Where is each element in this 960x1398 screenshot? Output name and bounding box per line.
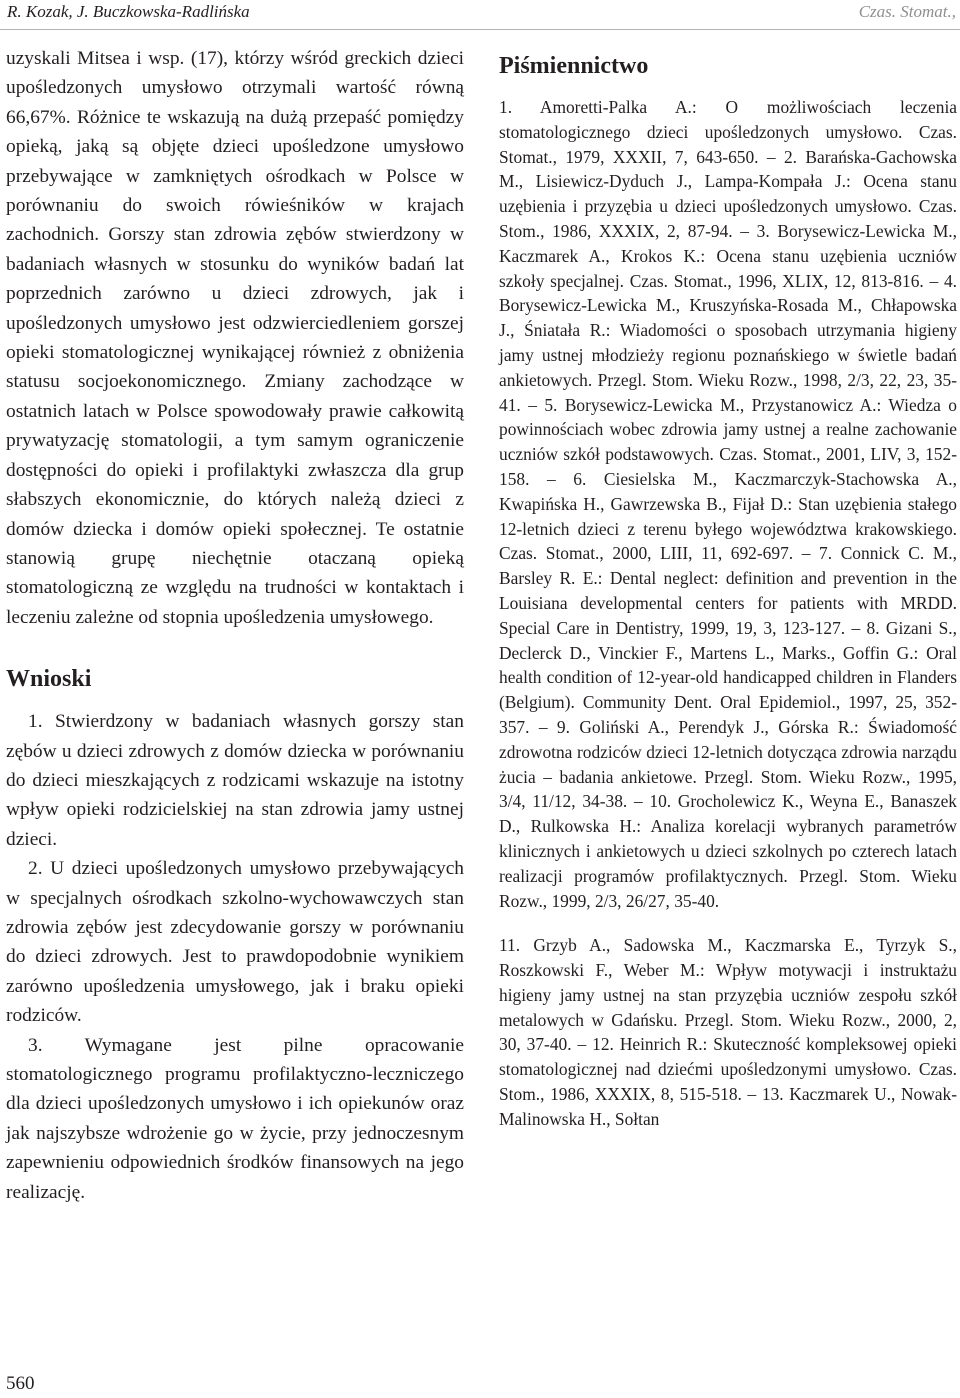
right-column [499, 44, 957, 1132]
conclusion-item-2: 2. U dzieci upośledzonych umysłowo przebywających w specjalnych ośrodkach szkolno-wychowawczych stan zdrowia zębów jest zdecydowanie gorszy w porównaniu do dzieci zdrowych. Jest to prawdopodobnie wynikiem zarówno upośledzenia umysłowego, jak i braku opieki rodziców. [6, 858, 464, 1027]
conclusion-item-3: 3. Wymagane jest pilne opracowanie stomatologicznego programu profilaktyczno-leczniczego dla dzieci upośledzonych umysłowo i ich opiekunów oraz jak najszybsze wdrożenie go w życie, przy jednoczesnym zapewnieniu odpowiednich środków finansowych na jego realizację. [6, 1034, 464, 1203]
references-list-part-2: 11. Grzyb A., Sadowska M., Kaczmarska E., Tyrzyk S., Roszkowski F., Weber M.: Wpływ motywacji i instruktażu higieny jamy ustnej na stan przyzębia uczniów zespołu szkół metalowych w Gdańsku. Przegl. Stom. Wieku Rozw., 2000, 2, 30, 37-40. – 12. Heinrich R.: Skuteczność kompleksowej opieki stomatologicznej nad dziećmi upośledzonymi umysłowo. Czas. Stom., 1986, XXXIX, 8, 515-518. – 13. Kaczmarek U., Nowak-Malinowska H., Sołtan [499, 935, 957, 1129]
references-heading: Piśmiennictwo [499, 53, 649, 79]
references-list-part-1: 1. Amoretti-Palka A.: O możliwościach leczenia stomatologicznego dzieci upośledzonych umysłowo. Czas. Stomat., 1979, XXXII, 7, 643-650. – 2. Barańska-Gachowska M., Lisiewicz-Dyduch J., Lampa-Kompała J.: Ocena stanu uzębienia i przyzębia u dzieci upośledzonych umysłowo. Czas. Stom., 1986, XXXIX, 2, 87-94. – 3. Borysewicz-Lewicka M., Kaczmarek A., Krokos K.: Ocena stanu uzębienia uczniów szkoły specjalnej. Czas. Stomat., 1996, XLIX, 12, 813-816. – 4. Borysewicz-Lewicka M., Kruszyńska-Rosada M., Chłapowska J., Śniatała R.: Wiadomości o sposobach utrzymania higieny jamy ustnej młodzieży regionu poznańskiego w świetle badań ankietowych. Przegl. Stom. Wieku Rozw., 1998, 2/3, 22, 23, 35-41. – 5. Borysewicz-Lewicka M., Przystanowicz A.: Wiedza o powinnościach wobec zdrowia jamy ustnej a realne zachowanie uczniów szkół podstawowych. Czas. Stomat., 2001, LIV, 3, 152-158. – 6. Ciesielska M., Kaczmarczyk-Stachowska A., Kwapińska H., Gawrzewska B., Fijał D.: Stan uzębienia stałego 12-letnich dzieci z terenu byłego województwa krakowskiego. Czas. Stomat., 2000, LIII, 11, 692-697. – 7. Connick C. M., Barsley R. E.: Dental neglect: definition and prevention in the Louisiana developmental centers for patients with MRDD. Special Care in Dentistry, 1999, 19, 3, 123-127. – 8. Gizani S., Declerck D., Vinckier F., Martens L., Marks., Goffin G.: Oral health condition of 12-year-old handicapped children in Flanders (Belgium). Community Dent. Oral Epidemiol., 1997, 25, 352-357. – 9. Goliński A., Perendyk J., Górska R.: Świadomość zdrowotna rodziców dzieci 12-letnich dotycząca zdrowia narządu żucia – badania ankietowe. Przegl. Stom. Wieku Rozw., 1995, 3/4, 11/12, 34-38. – 10. Grocholewicz K., Weyna E., Banaszek D., Rulkowska H.: Analiza korelacji wybranych parametrów klinicznych i ankietowych u dzieci szkolnych po czterech latach realizacji programów profilaktycznych. Przegl. Stom. Wieku Rozw., 1999, 2/3, 26/27, 35-40. [499, 97, 957, 911]
discussion-paragraph: uzyskali Mitsea i wsp. (17), którzy wśród greckich dzieci upośledzonych umysłowo otrzymali wartość równą 66,67%. Różnice te wskazują na dużą przepaść pomiędzy opieką, jaką są objęte dzieci upośledzone umysłowo przebywające w zamkniętych ośrodkach w Polsce w porównaniu do swoich rówieśników w krajach zachodnich. Gorszy stan zdrowia zębów stwierdzony w badaniach własnych w stosunku do wyników badań lat poprzednich zarówno u dzieci zdrowych, jak i upośledzonych umysłowo jest odzwierciedleniem gorszej opieki stomatologicznej wynikającej również z obniżenia statusu socjoekonomicznego. Zmiany zachodzące w ostatnich latach w Polsce spowodowały prawie całkowitą prywatyzację stomatologii, a tym samym ograniczenie dostępności do opieki i profilaktyki zwłaszcza dla grup słabszych ekonomicznie, do których należą dzieci z domów dziecka i domów opieki społecznej. Te ostatnie stanowią grupę niechętnie otaczaną opieką stomatologiczną ze względu na trudności w kontaktach i leczeniu zależne od stopnia upośledzenia umysłowego. [6, 48, 464, 628]
header-divider [0, 29, 960, 30]
page-number: 560 [6, 1373, 35, 1394]
running-header [0, 0, 960, 30]
conclusions-heading: Wnioski [6, 666, 92, 693]
left-column [6, 44, 464, 1207]
header-authors: R. Kozak, J. Buczkowska-Radlińska [7, 2, 250, 21]
conclusion-item-1: 1. Stwierdzony w badaniach własnych gorszy stan zębów u dzieci zdrowych z domów dziecka w porównaniu do dzieci mieszkających z rodzicami wskazuje na istotny wpływ opieki rodzicielskiej na stan zdrowia jamy ustnej dzieci. [6, 711, 464, 850]
header-journal: Czas. Stomat., [858, 2, 956, 21]
